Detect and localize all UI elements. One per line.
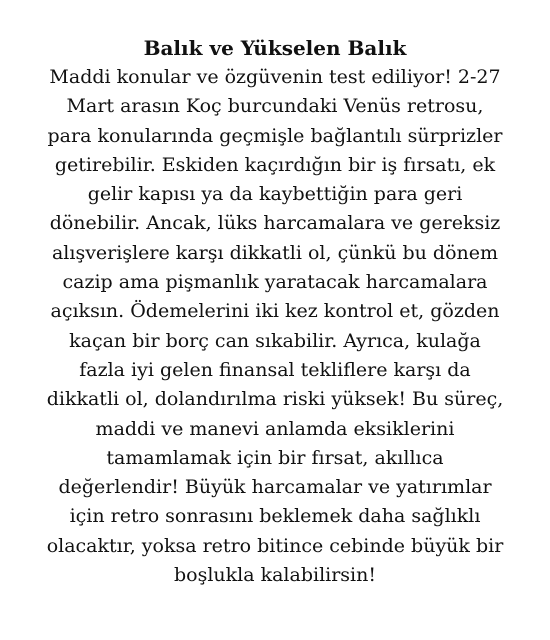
body-line: dikkatli ol, dolandırılma riski yüksek! Bu süreç, bbox=[46, 388, 504, 411]
body-line: para konularında geçmişle bağlantılı sürprizler bbox=[47, 124, 503, 147]
body-line: maddi ve manevi anlamda eksiklerini bbox=[95, 417, 455, 440]
body-line: boşlukla kalabilirsin! bbox=[173, 564, 377, 587]
body-line: olacaktır, yoksa retro bitince cebinde büyük bir bbox=[46, 534, 504, 557]
body-line: için retro sonrasını beklemek daha sağlıklı bbox=[69, 505, 481, 528]
body-line: alışverişlere karşı dikkatli ol, çünkü bu dönem bbox=[51, 241, 499, 264]
body-line: değerlendir! Büyük harcamalar ve yatırımlar bbox=[58, 476, 492, 499]
body-line: dönebilir. Ancak, lüks harcamalara ve gereksiz bbox=[49, 212, 501, 235]
body-line: Maddi konular ve özgüvenin test ediliyor! 2-27 bbox=[49, 66, 501, 88]
article-body bbox=[4, 63, 546, 590]
body-line: getirebilir. Eskiden kaçırdığın bir iş fırsatı, ek bbox=[54, 153, 496, 176]
body-line: açıksın. Ödemelerini iki kez kontrol et, gözden bbox=[50, 300, 500, 323]
body-line: fazla iyi gelen finansal tekliflere karşı da bbox=[79, 358, 471, 381]
article-title: Balık ve Yükselen Balık bbox=[143, 36, 407, 60]
body-line: tamamlamak için bir fırsat, akıllıca bbox=[106, 446, 444, 469]
body-line: Mart arasın Koç burcundaki Venüs retrosu, bbox=[66, 95, 484, 118]
body-line: kaçan bir borç can sıkabilir. Ayrıca, kulağa bbox=[69, 329, 481, 352]
body-line: gelir kapısı ya da kaybettiğin para geri bbox=[87, 183, 463, 206]
body-line: cazip ama pişmanlık yaratacak harcamalara bbox=[62, 271, 488, 294]
